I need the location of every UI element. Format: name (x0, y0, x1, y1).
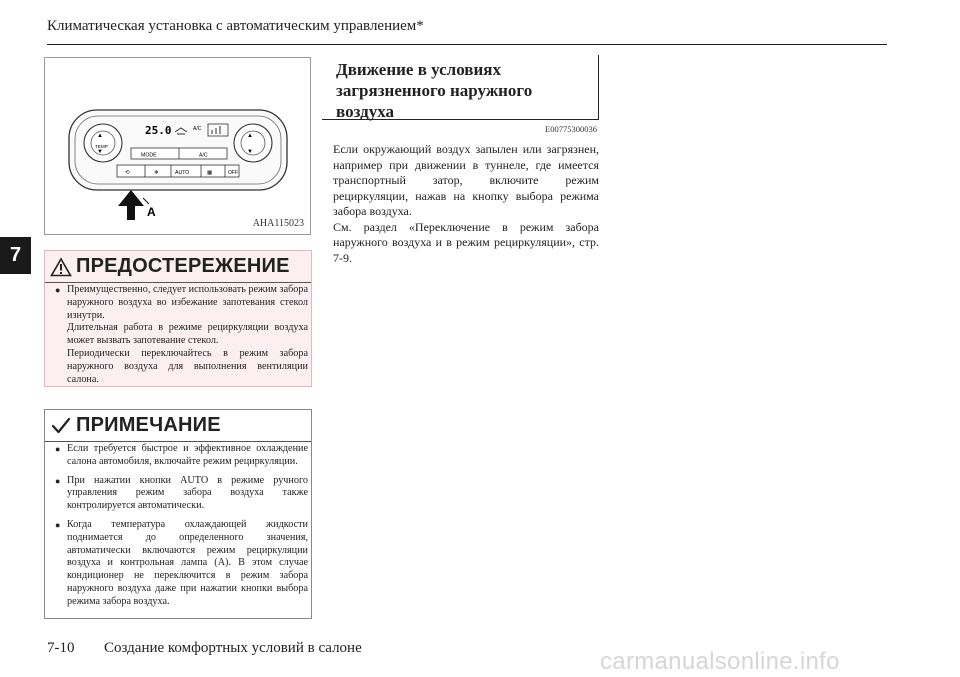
section-code: E00775300036 (545, 124, 597, 134)
fan-knob-down-symbol: ▼ (247, 149, 253, 155)
page-header-title: Климатическая установка с автоматическим управлением* (47, 18, 424, 34)
recirculation-icon: ⟲ (125, 170, 130, 176)
temp-knob-down-symbol: ▼ (97, 149, 103, 155)
note-item-2: ● При нажатии кнопки AUTO в режиме ручного управления режим забора воздуха также контролируется автоматически. (55, 475, 308, 513)
warning-triangle-icon (50, 257, 72, 277)
note-item-3: ● Когда температура охлаждающей жидкости поднимается до определенного значения, автоматически включаются режим рециркуляции воздуха и контрольная лампа (A). В этом случае кондиционер не переключится в режим забора наружного воздуха даже при нажатии кнопки выбора режима забора воздуха. (55, 519, 308, 609)
climate-panel-illustration (45, 58, 310, 234)
header-divider (47, 44, 887, 45)
warning-paragraph-3: Периодически переключайтесь в режим забора наружного воздуха для выполнения вентиляции салона. (67, 347, 308, 385)
warning-paragraph-1: ● Преимущественно, следует использовать режим забора наружного воздуха во избежание запотевания стекол изнутри. (67, 284, 308, 321)
warning-bullet (55, 284, 308, 386)
watermark: carmanualsonline.info (600, 648, 840, 675)
note-body (55, 443, 308, 615)
temp-knob-up-symbol: ▲ (97, 133, 103, 139)
section-title: Движение в условиях загрязненного наружного воздуха (336, 60, 533, 121)
note-header (45, 410, 311, 442)
section-body (333, 142, 599, 266)
page-number: 7-10 (47, 640, 75, 656)
defrost-rear-icon: ▦ (207, 170, 213, 176)
fan-knob-up-symbol: ▲ (247, 133, 253, 139)
warning-body (55, 284, 308, 392)
callout-label: A (147, 205, 156, 219)
temp-label: TEMP (95, 144, 108, 149)
warning-paragraph-2: Длительная работа в режиме рециркуляции воздуха может вызвать запотевание стекол. (67, 322, 308, 347)
footer-title: Создание комфортных условий в салоне (104, 640, 362, 656)
note-title: ПРИМЕЧАНИЕ (76, 414, 221, 436)
fan-knob (234, 124, 272, 162)
warning-title: ПРЕДОСТЕРЕЖЕНИЕ (76, 255, 290, 277)
note-item-1: ● Если требуется быстрое и эффективное охлаждение салона автомобиля, включайте режим рециркуляции. (55, 443, 308, 469)
defrost-front-icon: ❄ (154, 170, 159, 176)
section-paragraph-2: См. раздел «Переключение в режим забора наружного воздуха и в режим рециркуляции», стр. 7-9. (333, 219, 599, 265)
display-ac-indicator: A/C (193, 126, 202, 132)
checkmark-icon (50, 416, 72, 436)
mode-button-label: MODE (141, 152, 157, 159)
off-button-label: OFF (228, 170, 238, 176)
warning-box (44, 250, 312, 387)
auto-button-label: AUTO (175, 170, 190, 176)
figure-code: AHA115023 (252, 218, 304, 229)
section-heading-box (322, 55, 599, 120)
callout-arrow (118, 190, 144, 220)
display-temperature: 25.0 (145, 124, 172, 137)
section-paragraph-1: Если окружающий воздух запылен или загрязнен, например при движении в туннеле, где имеется транспортный затор, включите режим рециркуляции, нажав на кнопку выбора режима забора воздуха. (333, 142, 599, 218)
ac-button-label: A/C (199, 152, 208, 159)
warning-header (45, 251, 311, 283)
note-box (44, 409, 312, 619)
climate-panel-figure (44, 57, 311, 235)
temp-knob (84, 124, 122, 162)
chapter-tab: 7 (0, 237, 31, 274)
